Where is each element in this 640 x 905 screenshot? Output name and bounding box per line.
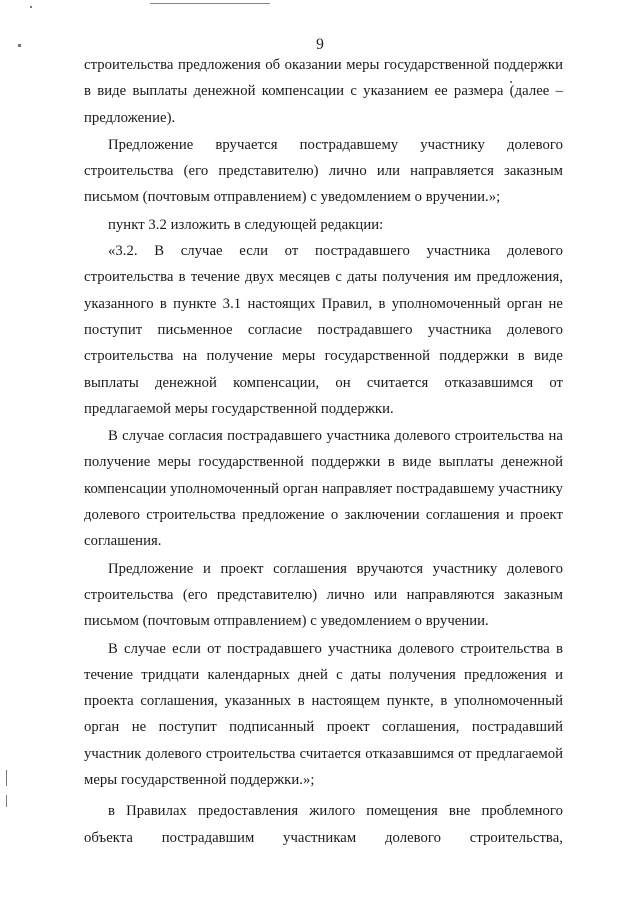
paragraph-8: в Правилах предоставления жилого помещения вне проблемного объекта пострадавшим участникам долевого строительства, <box>84 803 563 846</box>
paragraph-6: Предложение и проект соглашения вручаются участнику долевого строительства (его представителю) лично или направляются заказным письмом (почтовым отправлением) с уведомлением о вручении. <box>84 560 563 630</box>
page-number: 9 <box>316 36 324 53</box>
paragraph-5: В случае согласия пострадавшего участника долевого строительства на получение меры государственной поддержки в виде выплаты денежной компенсации уполномоченный орган направляет пострадавшему участнику долевого строительства предложение о заключении соглашения и проект соглашения. <box>84 428 563 550</box>
margin-mark <box>6 770 7 786</box>
paragraph-3: пункт 3.2 изложить в следующей редакции: <box>108 216 384 233</box>
margin-mark <box>30 6 32 8</box>
paragraph-4: «3.2. В случае если от пострадавшего участника долевого строительства в течение двух месяцев с даты получения им предложения, указанного в пункте 3.1 настоящих Правил, в уполномоченный орган не поступит письменное согласие пострадавшего участника долевого строительства на получение меры государственной поддержки в виде выплаты денежной компенсации, он считается отказавшимся от предлагаемой меры государственной поддержки. <box>84 243 563 417</box>
paragraph-1: строительства предложения об оказании меры государственной поддержки в виде выплаты денежной компенсации с указанием ее размера (далее – предложение). <box>84 57 563 126</box>
top-scan-rule <box>150 3 270 4</box>
paragraph-7: В случае если от пострадавшего участника долевого строительства в течение тридцати календарных дней с даты получения предложения и проекта соглашения, указанных в настоящем пункте, в уполномоченный орган не поступит подписанный проект соглашения, пострадавший участник долевого строительства считается отказавшимся от предлагаемой меры государственной поддержки.»; <box>84 640 563 789</box>
paragraph-2: Предложение вручается пострадавшему участнику долевого строительства (его представителю) лично или направляется заказным письмом (почтовым отправлением) с уведомлением о вручении.»; <box>84 136 563 206</box>
margin-mark <box>6 795 7 807</box>
document-body <box>84 52 563 851</box>
